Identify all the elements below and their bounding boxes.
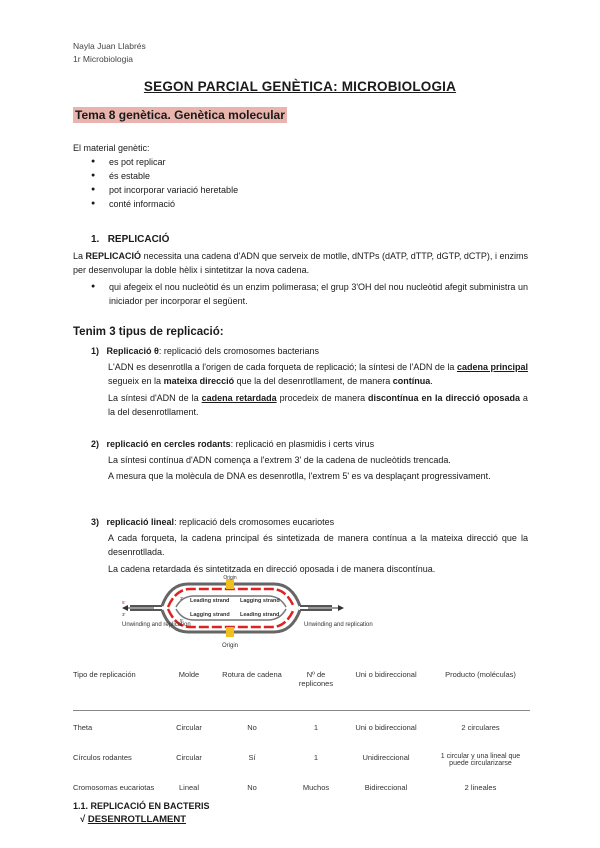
table-cell: Lineal [178, 783, 200, 792]
table-cell: 1 [313, 723, 319, 732]
arrow-left-head-icon [122, 605, 128, 611]
unwinding-label-left [122, 622, 191, 628]
heading-bacteris: 1.1. REPLICACIÓ EN BACTERIS [73, 801, 210, 811]
table-cell: Theta [73, 723, 93, 732]
tipus-1-heading [91, 344, 511, 358]
list-item: ● conté informació [91, 197, 391, 211]
paragraph-lead: La [73, 251, 84, 261]
tipus-1-para-1: L'ADN es desenrotlla a l'origen de cada forqueta de replicació; la síntesi de l'ADN de la cadena principal segueix en la mateixa direcció que la del desenrotllament, de manera contínua. [108, 362, 528, 386]
table-header: Nº de replicones [298, 670, 334, 688]
unwinding-label-right [304, 622, 373, 628]
subheading-desenrotllament [80, 814, 186, 825]
table-cell: 2 circulares [461, 723, 500, 732]
text-run: La síntesi d'ADN de la [108, 393, 199, 403]
polarity-3-left: 3' [122, 612, 126, 617]
subheading-text: DESENROTLLAMENT [87, 814, 187, 825]
material-list [91, 155, 391, 211]
bold-term: discontínua en la direcció oposada [368, 393, 520, 403]
origin-label-bottom: Origin [221, 643, 239, 649]
section-tema: Tema 8 genètica. Genètica molecular [75, 108, 285, 122]
tipus-desc: : replicació dels cromosomes eucariotes [174, 517, 335, 527]
text-run: segueix en la [108, 376, 162, 386]
underlined-term: cadena retardada [201, 393, 277, 403]
table-cell: No [247, 723, 257, 732]
unwinding-left-text: Unwinding and replication [122, 622, 191, 628]
table-cell: 2 lineales [464, 783, 497, 792]
table-header: Uni o bidireccional [355, 670, 417, 679]
replicacio-bullet: ● qui afegeix el nou nucleòtid és un enzim polimerasa; el grup 3'OH del nou nucleòtid afegit subministra un iniciador per incorporar el següent. [91, 280, 528, 308]
tipus-2-heading [91, 437, 511, 451]
tipus-name: Replicació θ [106, 346, 159, 356]
table-header: Tipo de replicación [73, 670, 136, 679]
leading-strand-right-label: Leading strand [240, 612, 280, 618]
tipus-3-heading [91, 515, 511, 529]
tipus-name: replicació lineal [106, 517, 175, 527]
replicacio-paragraph [73, 249, 528, 277]
course-name: 1r Microbiologia [73, 54, 133, 64]
arrow-right-head-icon [338, 605, 344, 611]
tipus-number: 2) [91, 439, 100, 449]
table-row [73, 753, 530, 783]
table-cell: Circular [176, 723, 202, 732]
table-cell: 1 circular y una lineal que puede circularizarse [440, 753, 521, 767]
list-item: ● es pot replicar [91, 155, 391, 169]
table-cell: Sí [248, 753, 256, 762]
tipus-number: 1) [91, 346, 100, 356]
list-item: ● pot incorporar variació heretable [91, 183, 391, 197]
polarity-5-left: 5' [122, 600, 126, 605]
heading-number: 1. [91, 234, 100, 245]
tipus-desc: : replicació en plasmidis i certs virus [230, 439, 375, 449]
tipus-2-para-2: A mesura que la molècula de DNA es desenrotlla, l'extrem 5' es va desplaçant progressivament. [108, 471, 491, 481]
table-cell: Cromosomas eucariotas [73, 783, 155, 792]
page-title: SEGON PARCIAL GENÈTICA: MICROBIOLOGIA [143, 79, 457, 94]
heading-tipus: Tenim 3 tipus de replicació: [73, 326, 224, 338]
polarity-3-inner: 3' [180, 596, 184, 601]
heading-text: REPLICACIÓ [107, 234, 170, 245]
table-cell: 1 [313, 753, 319, 762]
table-cell: Muchos [302, 783, 330, 792]
text-run: procedeix de manera [279, 393, 366, 403]
text-run: a la del desenrotllament. [108, 393, 528, 417]
table-cell: Uni o bidireccional [355, 723, 417, 732]
table-header: Molde [178, 670, 200, 679]
tipus-2-para-1: La síntesi contínua d'ADN comença a l'extrem 3' de la cadena de nucleòtids trencada. [108, 455, 451, 465]
tipus-3-para-2: La cadena retardada és sintetitzada en direcció oposada i de manera discontínua. [108, 564, 436, 574]
tipus-1-para-2 [108, 391, 528, 419]
lagging-strand-left-label: Lagging strand [190, 612, 230, 618]
underlined-term: cadena principal [456, 362, 528, 372]
table-header-row [73, 660, 530, 711]
paragraph-bold: REPLICACIÓ [85, 251, 142, 261]
tipus-number: 3) [91, 517, 100, 527]
text-run: L'ADN es desenrotlla a l'origen de cada forqueta de replicació; la síntesi de l'ADN de la [108, 362, 455, 372]
leading-strand-left-label: Leading strand [190, 598, 230, 604]
origin-marker-bottom [226, 627, 234, 637]
table-cell: Unidireccional [362, 753, 410, 762]
author-name: Nayla Juan Llabrés [73, 41, 146, 51]
check-icon: √ [80, 814, 86, 825]
table-cell: Bidireccional [364, 783, 408, 792]
table-cell: Círculos rodantes [73, 753, 132, 762]
unwinding-right-text: Unwinding and replication [304, 622, 373, 628]
tipus-desc: : replicació dels cromosomes bacterians [158, 346, 319, 356]
bold-term: contínua [392, 376, 431, 386]
replication-table [73, 660, 530, 813]
text-run: que la del desenrotllament, de manera [236, 376, 391, 386]
replication-diagram [118, 575, 373, 650]
author-block [73, 40, 146, 66]
paragraph-rest: necessita una cadena d'ADN que serveix de motlle, dNTPs (dATP, dTTP, dGTP, dCTP), i enzims per desenvolupar la doble hèlix i sintetitzar la nova cadena. [73, 251, 528, 275]
table-header: Producto (moléculas) [445, 670, 516, 679]
heading-replicacio [91, 234, 169, 245]
table-header: Rotura de cadena [222, 670, 282, 679]
polarity-5-inner: 5' [180, 618, 184, 623]
bold-term: mateixa direcció [163, 376, 235, 386]
lagging-strand-right-label: Lagging strand [240, 598, 280, 604]
table-cell: Circular [176, 753, 202, 762]
material-intro: El material genètic: [73, 143, 150, 153]
list-item: ● és estable [91, 169, 391, 183]
tipus-name: replicació en cercles rodants [106, 439, 231, 449]
origin-label-top: Origin [223, 575, 237, 581]
table-cell: No [247, 783, 257, 792]
tipus-3-para-1: A cada forqueta, la cadena principal és sintetizada de manera contínua a la mateixa direcció que la desenrotllada. [108, 533, 528, 557]
table-row [73, 711, 530, 754]
